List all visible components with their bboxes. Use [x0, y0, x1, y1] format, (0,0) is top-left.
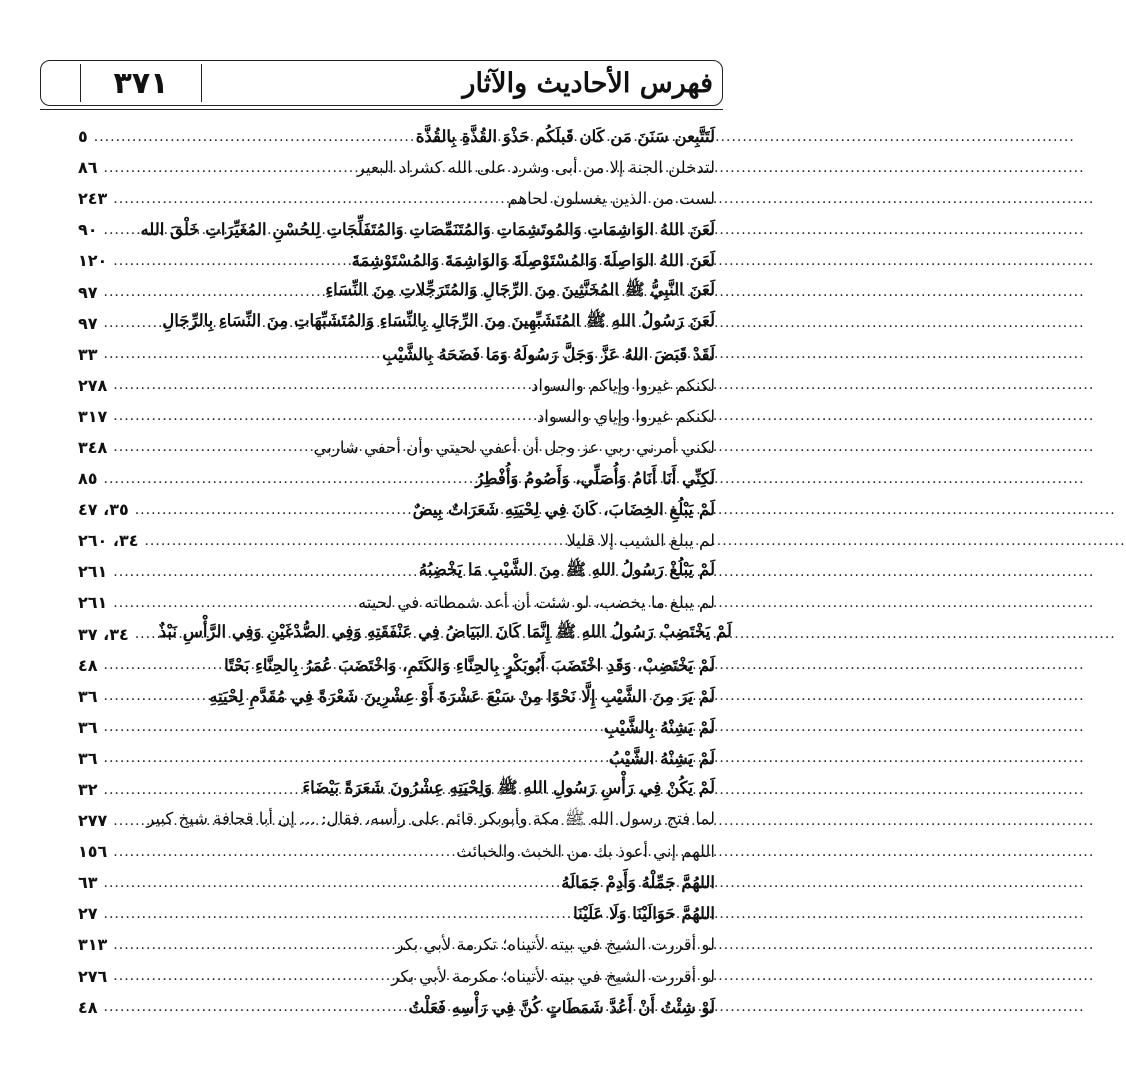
entry-page-ref: ٤٨: [78, 655, 98, 675]
index-entry: [78, 121, 715, 152]
entry-text: اللهم إني أعوذ بك من الخبث والخبائث: [456, 842, 715, 862]
dot-leader: [113, 595, 354, 611]
index-entry: [78, 556, 715, 587]
dot-leader: [113, 844, 452, 860]
dot-leader: [104, 719, 600, 735]
entry-page-ref: ١٢٠: [78, 251, 108, 271]
dot-leader: [104, 346, 379, 362]
entry-page-ref: ٢٧: [78, 904, 98, 924]
entry-text: لَقَدْ قَبَضَ اللهُ عَزَّ وَجَلَّ رَسُولَهُ وَمَا فَضَحَهُ بِالشَّيْبِ: [382, 344, 715, 364]
index-entry: [78, 214, 715, 245]
entry-page-ref: ٣٤، ٢٦٠: [78, 531, 139, 551]
index-entry: [78, 805, 715, 836]
index-entry: [78, 929, 715, 960]
entry-text: لَمْ يَخْتَضِبْ رَسُولُ اللهِ ﷺ إِنَّمَا كَانَ البَيَاضُ فِي عَنْفَقَتِهِ وَفِي الصُّدْغَيْنِ وَفِي الرَّأْسِ نَبْذٌ: [158, 622, 732, 642]
entry-text: لَمْ يَكُنْ فِي رَأْسِ رَسُولِ اللهِ ﷺ وَلِحْيَتِهِ عِشْرُونَ شَعَرَةً بَيْضَاءَ: [302, 777, 715, 797]
dot-leader: [135, 626, 155, 642]
entry-text: لَعَنَ رَسُولُ اللهِ ﷺ المُتَشَبِّهِينَ مِنَ الرِّجَالِ بِالنِّسَاءِ وَالمُتَشَبِّهَاتِ مِنَ النِّسَاءِ بِالرِّجَالِ: [162, 311, 715, 331]
entry-text: لَوْ شِئْتُ أَنْ أَعُدَّ شَمَطَاتٍ كُنَّ فِي رَأْسِهِ فَعَلْتُ: [408, 997, 715, 1017]
entry-text: لكنكم غيروا وإياكم والسواد: [531, 375, 715, 395]
entry-page-ref: ٣٤٨: [78, 437, 108, 457]
entry-text: لما فتح رسول الله ﷺ مكة وأبوبكر قائم على رأسه، فقال: ... إن أبا قحافة شيخ كبير: [146, 808, 715, 828]
entry-page-ref: ٣٢: [78, 780, 98, 800]
entry-text: اللهُمَّ جَمِّلْهُ وَأَدِمْ جَمَالَهُ: [561, 873, 715, 893]
entry-text: لكنكم غيروا وإياي والسواد: [536, 406, 715, 426]
index-entry: [78, 152, 715, 183]
index-entry: [78, 525, 715, 556]
entry-text: لَمْ يَشِنْهُ بِالشَّيْبِ: [603, 717, 715, 737]
dot-leader: [104, 906, 570, 922]
index-entry: [78, 370, 715, 401]
entry-page-ref: ٢٧٨: [78, 375, 108, 395]
entry-text: لَعَنَ النَّبِيُّ ﷺ المُخَنَّثِينَ مِنَ الرِّجَالِ وَالمُتَرَجِّلاتِ مِنَ النِّسَاءِ: [325, 280, 715, 300]
hadith-index-list: [78, 121, 732, 1023]
entry-page-ref: ٤٨: [78, 997, 98, 1017]
entry-page-ref: ٩٠: [78, 220, 98, 240]
dot-leader: [113, 191, 503, 207]
entry-page-ref: ٣١٧: [78, 406, 108, 426]
index-entry: [78, 619, 732, 650]
index-entry: [78, 898, 715, 929]
entry-page-ref: ٣١٣: [78, 935, 108, 955]
dot-leader: [113, 377, 527, 393]
index-entry: [78, 432, 715, 463]
dot-leader: [113, 408, 533, 424]
dot-leader: [104, 315, 159, 331]
entry-page-ref: ٣٦: [78, 748, 98, 768]
dot-leader: [104, 222, 137, 238]
entry-page-ref: ١٥٦: [78, 842, 108, 862]
index-entry: [78, 867, 715, 898]
entry-page-ref: ٣٦: [78, 717, 98, 737]
index-entry: [78, 743, 715, 774]
entry-text: لَعَنَ اللهُ الوَاشِمَاتِ وَالمُوتَشِمَاتِ وَالمُتَنَمِّصَاتِ وَالمُتَفَلِّجَاتِ لِلحُسْنِ المُغَيِّرَاتِ خَلْقَ الله: [140, 220, 715, 240]
entry-page-ref: ٢٦١: [78, 593, 108, 613]
dot-leader: [113, 564, 415, 580]
entry-text: لَمْ يَرَ مِنَ الشَّيْبِ إِلَّا نَحْوًا مِنْ سَبْعَ عَشْرَةَ أَوْ عِشْرِينَ شَعْرَةً فِي مُقَدَّمِ لِحْيَتِهِ: [209, 686, 715, 706]
entry-text: لو أقررت الشيخ في بيته لأتيناه؛ تكرمة لأبي بكر: [395, 935, 715, 955]
index-entry: [78, 339, 715, 370]
entry-text: اللهُمَّ حَوَالَيْنَا وَلَا عَلَيْنَا: [573, 904, 715, 924]
entry-page-ref: ٣٦: [78, 686, 98, 706]
entry-text: لست من الذين يغسلون لحاهم: [507, 189, 715, 209]
dot-leader: [94, 129, 412, 145]
entry-page-ref: ٣٣: [78, 344, 98, 364]
dot-leader: [104, 782, 299, 798]
dot-leader: [113, 813, 142, 829]
dot-leader: [135, 502, 409, 518]
entry-page-ref: ٥: [78, 127, 88, 147]
header-rule: [40, 109, 723, 110]
index-entry: [78, 774, 715, 805]
entry-text: لَمْ يَبْلُغْ رَسُولُ اللهِ ﷺ مِنَ الشَّيْبِ مَا يَخْضِبُهُ: [418, 559, 715, 579]
entry-text: لو أقررت الشيخ في بيته لأتيناه؛ مكرمة لأبي بكر: [391, 966, 715, 986]
dot-leader: [144, 533, 562, 549]
entry-page-ref: ٣٥، ٤٧: [78, 500, 129, 520]
entry-page-ref: ٩٧: [78, 313, 98, 333]
dot-leader: [104, 657, 221, 673]
page-header: [40, 60, 723, 110]
dot-leader: [113, 253, 347, 269]
index-entry: [78, 401, 715, 432]
dot-leader: [104, 284, 322, 300]
index-entry: [78, 494, 715, 525]
entry-page-ref: ٦٣: [78, 873, 98, 893]
dot-leader: [104, 875, 558, 891]
entry-text: لَتَتَّبِعن سَنَنَ مَن كَان قَبلَكُم حَذْوَ القُذَّةِ بِالقُذَّة: [415, 127, 715, 147]
entry-page-ref: ٢٧٧: [78, 811, 108, 831]
dot-leader: [104, 750, 605, 766]
entry-text: لم يبلغ الشيب إلا قليلا: [566, 531, 715, 551]
dot-leader: [113, 968, 387, 984]
entry-text: لَمْ يَشِنْهُ الشَّيْبُ: [608, 748, 715, 768]
index-entry: [78, 836, 715, 867]
entry-text: لتدخلن الجنة إلا من أبى وشرد على الله كشراد البعير: [357, 158, 715, 178]
index-entry: [78, 587, 715, 618]
index-entry: [78, 961, 715, 992]
entry-page-ref: ٨٦: [78, 158, 98, 178]
index-entry: [78, 463, 715, 494]
dot-leader: [104, 471, 472, 487]
entry-text: لم يبلغ ما يخضب، لو شئت أن أعد شمطاته في لحيته: [357, 593, 715, 613]
entry-text: لَمْ يَخْتَضِبْ، وَقَدِ اخْتَضَبَ أَبُوبَكْرٍ بِالحِنَّاءِ وَالكَتَمِ، وَاخْتَضَبَ عُمَرُ بِالحِنَّاءِ بَحْتًا: [224, 655, 715, 675]
index-entry: [78, 992, 715, 1023]
dot-leader: [113, 937, 391, 953]
running-title: فهرس الأحاديث والآثار: [462, 67, 713, 99]
index-entry: [78, 650, 715, 681]
dot-leader: [104, 999, 405, 1015]
page-number: ٣٧١: [80, 64, 202, 102]
index-entry: [78, 681, 715, 712]
dot-leader: [104, 160, 353, 176]
entry-page-ref: ٢٦١: [78, 562, 108, 582]
index-entry: [78, 308, 715, 339]
entry-page-ref: ٩٧: [78, 282, 98, 302]
entry-page-ref: ٨٥: [78, 469, 98, 489]
entry-text: لَعَنَ اللهُ الوَاصِلَةَ وَالمُسْتَوْصِلَةَ وَالوَاشِمَةَ وَالمُسْتَوْشِمَةَ: [351, 251, 715, 271]
entry-text: لَمْ يَبْلُغِ الخِضَابَ، كَانَ فِي لِحْيَتِهِ شَعَرَاتٌ بِيضٌ: [412, 500, 715, 520]
dot-leader: [104, 688, 206, 704]
index-entry: [78, 183, 715, 214]
entry-page-ref: ٢٤٣: [78, 189, 108, 209]
entry-text: لكني أمرني ربي عز وجل أن أعفي لحيتي وأن أحفي شاربي: [313, 437, 715, 457]
index-entry: [78, 276, 715, 307]
index-entry: [78, 245, 715, 276]
dot-leader: [113, 439, 309, 455]
entry-page-ref: ٢٧٦: [78, 966, 108, 986]
entry-text: لَكِنِّي أَنَا أَنَامُ وَأُصَلِّي، وَأَصُومُ وَأُفْطِرُ: [475, 469, 715, 489]
entry-page-ref: ٣٤، ٣٧: [78, 624, 129, 644]
index-entry: [78, 712, 715, 743]
